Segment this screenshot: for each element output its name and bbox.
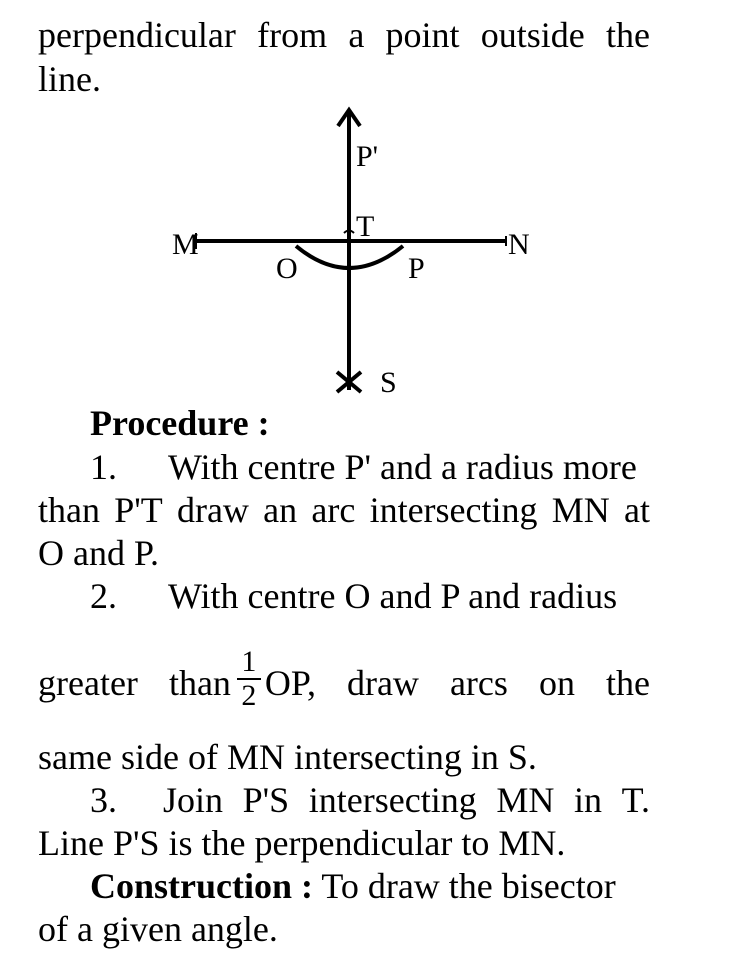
label-p: P bbox=[408, 252, 425, 285]
word-with-fraction bbox=[168, 645, 316, 716]
word: on bbox=[538, 663, 575, 703]
construction-heading: Construction : bbox=[90, 866, 313, 906]
construction-text: To draw the bisector bbox=[321, 866, 616, 906]
step-2-line-1: With centre O and P and radius bbox=[168, 576, 618, 616]
step-2-line-2 bbox=[38, 640, 650, 726]
word: P'T bbox=[114, 490, 163, 530]
word: intersecting bbox=[369, 490, 538, 530]
procedure-heading: Procedure : bbox=[90, 403, 270, 443]
word: arc bbox=[311, 490, 356, 530]
fraction-denominator: 2 bbox=[241, 679, 257, 712]
label-s: S bbox=[380, 366, 397, 399]
word: OP, bbox=[264, 663, 316, 703]
word: draw bbox=[346, 663, 419, 703]
intro-line-2: line. bbox=[38, 59, 101, 99]
word: from bbox=[257, 15, 328, 55]
step-1-line-2 bbox=[38, 489, 650, 531]
step-2-line-3: same side of MN intersecting in S. bbox=[38, 737, 537, 777]
step-1-number: 1. bbox=[90, 447, 117, 487]
label-m: M bbox=[172, 228, 199, 261]
word: T. bbox=[621, 780, 650, 820]
word: outside bbox=[480, 15, 585, 55]
step-1-line-3: O and P. bbox=[38, 533, 160, 573]
word: than bbox=[38, 490, 100, 530]
word: MN bbox=[551, 490, 610, 530]
word: draw bbox=[176, 490, 249, 530]
fraction-numerator: 1 bbox=[237, 646, 261, 680]
word: an bbox=[263, 490, 298, 530]
construction-line-2: of a given angle. bbox=[38, 909, 278, 949]
word: intersecting bbox=[308, 780, 477, 820]
step-1-line-1: With centre P' and a radius more bbox=[168, 447, 637, 487]
label-p-prime: P' bbox=[356, 140, 379, 173]
word: perpendicular bbox=[38, 15, 236, 55]
word: Join bbox=[163, 780, 224, 820]
word: point bbox=[385, 15, 460, 55]
word: in bbox=[574, 780, 603, 820]
label-n: N bbox=[508, 228, 530, 261]
fraction-one-half bbox=[237, 646, 261, 712]
step-3-number: 3. bbox=[90, 780, 117, 820]
word: greater bbox=[38, 663, 138, 703]
word: than bbox=[168, 663, 231, 703]
word: arcs bbox=[449, 663, 508, 703]
word: the bbox=[605, 663, 650, 703]
construction-line-1 bbox=[90, 865, 650, 907]
word: a bbox=[348, 15, 365, 55]
word: P'S bbox=[242, 780, 290, 820]
word: MN bbox=[496, 780, 555, 820]
label-t: T bbox=[356, 210, 375, 243]
perpendicular-construction-diagram bbox=[0, 0, 733, 400]
step-3-line-1 bbox=[163, 779, 650, 821]
word: at bbox=[624, 490, 650, 530]
word: the bbox=[605, 15, 650, 55]
step-2-number: 2. bbox=[90, 576, 117, 616]
label-o: O bbox=[276, 252, 298, 285]
step-3-line-2: Line P'S is the perpendicular to MN. bbox=[38, 823, 566, 863]
